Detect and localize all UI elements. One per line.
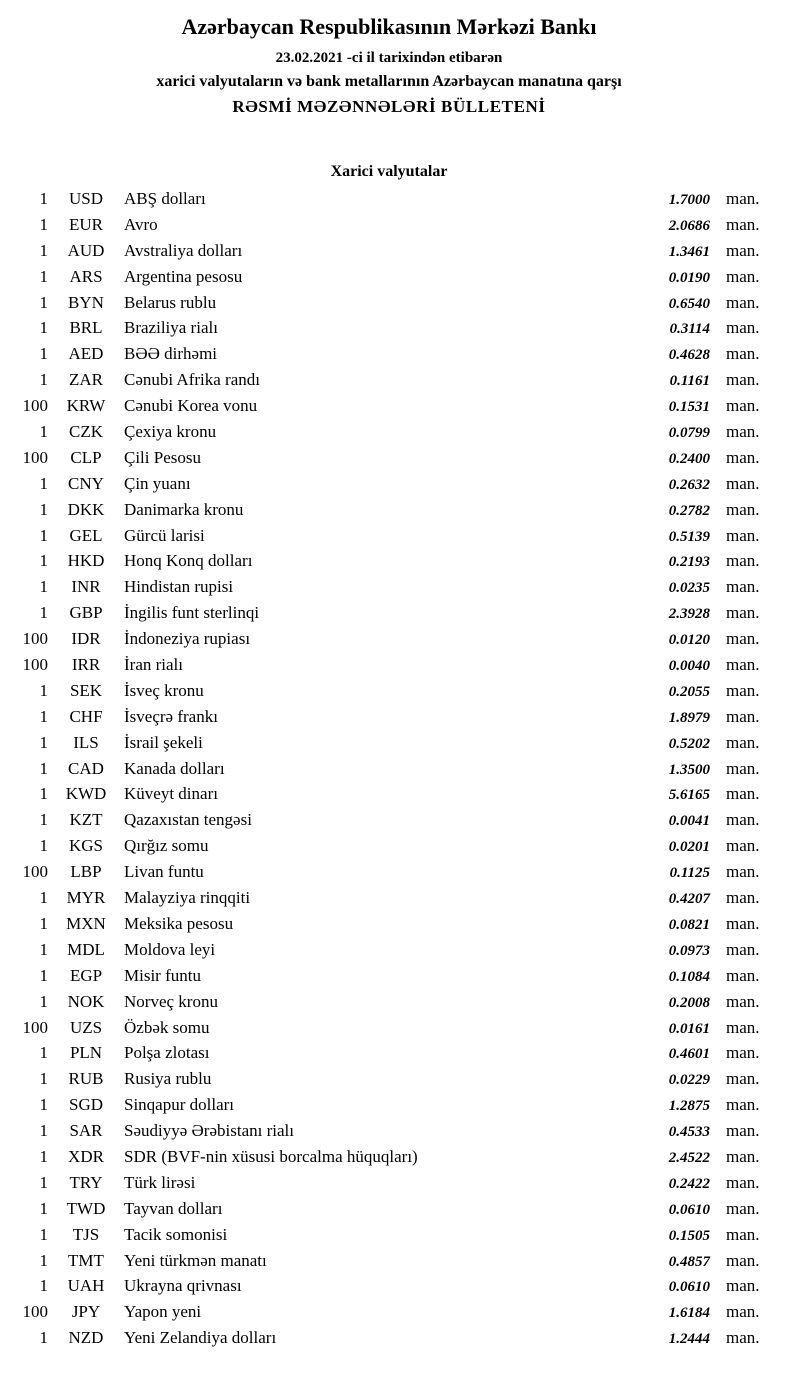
currency-code-cell: RUB <box>68 1069 104 1089</box>
currency-code-cell: ZAR <box>69 370 103 390</box>
table-row <box>8 759 770 785</box>
currency-name-cell: Argentina pesosu <box>124 266 243 286</box>
quantity-cell: 1 <box>39 1146 48 1166</box>
rate-cell: 0.0821 <box>668 916 710 933</box>
currency-code-cell: TRY <box>69 1172 103 1192</box>
unit-cell: man. <box>726 680 760 700</box>
table-row <box>8 448 770 474</box>
quantity-cell: 1 <box>39 370 48 390</box>
table-row <box>8 655 770 681</box>
unit-cell: man. <box>726 344 760 364</box>
unit-cell: man. <box>726 758 760 778</box>
table-row <box>8 344 770 370</box>
unit-cell: man. <box>726 525 760 545</box>
unit-cell: man. <box>726 473 760 493</box>
quantity-cell: 1 <box>39 189 48 208</box>
currency-code-cell: UAH <box>67 1276 105 1296</box>
currency-name-cell: Hindistan rupisi <box>124 577 234 597</box>
currency-name-cell: Livan funtu <box>124 862 204 882</box>
rate-cell: 0.1505 <box>668 1227 710 1244</box>
unit-cell: man. <box>726 1276 760 1296</box>
table-row <box>8 1199 770 1225</box>
currency-code-cell: AUD <box>67 240 105 260</box>
quantity-cell: 1 <box>39 318 48 338</box>
rate-cell: 0.2008 <box>668 994 710 1011</box>
unit-cell: man. <box>726 1069 760 1089</box>
unit-cell: man. <box>726 732 760 752</box>
quantity-cell: 1 <box>39 680 48 700</box>
currency-code-cell: MYR <box>66 888 106 908</box>
rate-cell: 0.0235 <box>668 580 710 597</box>
quantity-cell: 1 <box>39 266 48 286</box>
currency-code-cell: KZT <box>69 810 103 830</box>
currency-name-cell: ABŞ dolları <box>124 189 206 208</box>
table-row <box>8 215 770 241</box>
quantity-cell: 100 <box>22 862 48 882</box>
unit-cell: man. <box>726 836 760 856</box>
currency-code-cell: AED <box>68 344 104 364</box>
currency-name-cell: İsveç kronu <box>124 680 204 700</box>
table-row <box>8 526 770 552</box>
unit-cell: man. <box>726 1146 760 1166</box>
rate-cell: 0.0229 <box>668 1072 710 1089</box>
table-row <box>8 318 770 344</box>
currency-code-cell: DKK <box>67 499 105 519</box>
rate-cell: 0.2193 <box>668 554 710 571</box>
currency-code-cell: GEL <box>69 525 103 545</box>
currency-name-cell: Polşa zlotası <box>124 1043 210 1063</box>
table-row <box>8 992 770 1018</box>
unit-cell: man. <box>726 603 760 623</box>
rate-cell: 0.2632 <box>668 476 710 493</box>
unit-cell: man. <box>726 939 760 959</box>
table-row <box>8 474 770 500</box>
rate-cell: 0.2782 <box>668 502 710 519</box>
table-row <box>8 1225 770 1251</box>
unit-cell: man. <box>726 292 760 312</box>
bulletin-header <box>8 14 770 117</box>
currency-name-cell: Misir funtu <box>124 965 201 985</box>
rates-table <box>8 189 770 1354</box>
unit-cell: man. <box>726 965 760 985</box>
quantity-cell: 1 <box>39 473 48 493</box>
currency-code-cell: CHF <box>69 706 103 726</box>
currency-code-cell: UZS <box>69 1017 103 1037</box>
table-row <box>8 888 770 914</box>
unit-cell: man. <box>726 913 760 933</box>
currency-name-cell: Honq Konq dolları <box>124 551 253 571</box>
rate-cell: 0.4857 <box>668 1253 710 1270</box>
table-row <box>8 1173 770 1199</box>
quantity-cell: 1 <box>39 1121 48 1141</box>
currency-name-cell: İsveçrə frankı <box>124 706 218 726</box>
currency-name-cell: Avro <box>124 214 158 234</box>
currency-code-cell: TJS <box>72 1224 100 1244</box>
currency-name-cell: Kanada dolları <box>124 758 225 778</box>
unit-cell: man. <box>726 370 760 390</box>
unit-cell: man. <box>726 655 760 675</box>
currency-name-cell: Cənubi Afrika randı <box>124 370 260 390</box>
rate-cell: 0.0610 <box>668 1201 710 1218</box>
currency-name-cell: İsrail şekeli <box>124 732 203 752</box>
rate-cell: 0.1161 <box>669 373 710 390</box>
table-row <box>8 966 770 992</box>
table-row <box>8 1328 770 1354</box>
quantity-cell: 1 <box>39 784 48 804</box>
rate-cell: 0.0161 <box>668 1020 710 1037</box>
currency-name-cell: Yeni Zelandiya dolları <box>124 1328 277 1348</box>
quantity-cell: 1 <box>39 888 48 908</box>
quantity-cell: 1 <box>39 1198 48 1218</box>
unit-cell: man. <box>726 551 760 571</box>
unit-cell: man. <box>726 810 760 830</box>
rate-cell: 2.4522 <box>668 1149 710 1166</box>
table-row <box>8 370 770 396</box>
currency-name-cell: İndoneziya rupiası <box>124 629 251 649</box>
rate-cell: 0.0190 <box>668 269 710 286</box>
quantity-cell: 1 <box>39 939 48 959</box>
currency-name-cell: Sinqapur dolları <box>124 1095 235 1115</box>
currency-code-cell: IDR <box>71 629 101 649</box>
table-row <box>8 914 770 940</box>
quantity-cell: 1 <box>39 577 48 597</box>
section-title-foreign-currencies: Xarici valyutalar <box>330 163 448 180</box>
currency-code-cell: MXN <box>66 913 106 933</box>
quantity-cell: 100 <box>22 1017 48 1037</box>
currency-code-cell: EUR <box>69 214 103 234</box>
quantity-cell: 1 <box>39 1276 48 1296</box>
quantity-cell: 1 <box>39 603 48 623</box>
table-row <box>8 500 770 526</box>
table-row <box>8 241 770 267</box>
currency-name-cell: Səudiyyə Ərəbistanı rialı <box>124 1121 294 1141</box>
rate-cell: 0.0041 <box>668 813 710 830</box>
table-row <box>8 551 770 577</box>
rate-cell: 0.2400 <box>668 450 710 467</box>
quantity-cell: 1 <box>39 965 48 985</box>
unit-cell: man. <box>726 1172 760 1192</box>
quantity-cell: 1 <box>39 525 48 545</box>
currency-name-cell: Meksika pesosu <box>124 913 234 933</box>
rate-cell: 1.3500 <box>668 761 710 778</box>
currency-code-cell: LBP <box>70 862 102 882</box>
currency-name-cell: Belarus rublu <box>124 292 217 312</box>
currency-name-cell: Tayvan dolları <box>124 1198 223 1218</box>
table-row <box>8 1043 770 1069</box>
rate-cell: 0.4601 <box>668 1046 710 1063</box>
quantity-cell: 1 <box>39 551 48 571</box>
currency-code-cell: CNY <box>68 473 104 493</box>
quantity-cell: 1 <box>39 1328 48 1348</box>
table-row <box>8 267 770 293</box>
currency-name-cell: Avstraliya dolları <box>124 240 243 260</box>
quantity-cell: 1 <box>39 292 48 312</box>
quantity-cell: 100 <box>22 629 48 649</box>
bank-name-title: Azərbaycan Respublikasının Mərkəzi Bankı <box>181 14 597 39</box>
currency-name-cell: Cənubi Korea vonu <box>124 396 258 416</box>
currency-code-cell: PLN <box>69 1043 103 1063</box>
currency-name-cell: Türk lirəsi <box>124 1172 196 1192</box>
currency-code-cell: XDR <box>68 1146 104 1166</box>
rate-cell: 0.4533 <box>668 1124 710 1141</box>
rate-cell: 0.0201 <box>668 839 710 856</box>
quantity-cell: 1 <box>39 1224 48 1244</box>
unit-cell: man. <box>726 1017 760 1037</box>
currency-name-cell: SDR (BVF-nin xüsusi borcalma hüquqları) <box>124 1146 418 1166</box>
table-row <box>8 629 770 655</box>
quantity-cell: 1 <box>39 240 48 260</box>
unit-cell: man. <box>726 189 760 208</box>
currency-code-cell: CLP <box>70 447 102 467</box>
rate-cell: 0.2422 <box>668 1175 710 1192</box>
currency-code-cell: CZK <box>69 422 103 442</box>
currency-name-cell: Özbək somu <box>124 1017 210 1037</box>
currency-code-cell: KGS <box>68 836 103 856</box>
table-row <box>8 681 770 707</box>
table-row <box>8 1095 770 1121</box>
currency-code-cell: KWD <box>65 784 107 804</box>
quantity-cell: 100 <box>22 655 48 675</box>
rate-cell: 0.4628 <box>668 347 710 364</box>
currency-name-cell: Qırğız somu <box>124 836 209 856</box>
currency-name-cell: Norveç kronu <box>124 991 218 1011</box>
table-row <box>8 396 770 422</box>
rate-cell: 0.0120 <box>668 632 710 649</box>
currency-name-cell: Çexiya kronu <box>124 422 217 442</box>
unit-cell: man. <box>726 1250 760 1270</box>
currency-name-cell: Qazaxıstan tengəsi <box>124 810 252 830</box>
table-row <box>8 1069 770 1095</box>
unit-cell: man. <box>726 991 760 1011</box>
currency-code-cell: SAR <box>69 1121 103 1141</box>
quantity-cell: 1 <box>39 913 48 933</box>
currency-name-cell: Malayziya rinqqiti <box>124 888 251 908</box>
quantity-cell: 1 <box>39 706 48 726</box>
bulletin-subject: xarici valyutaların və bank metallarının Azərbaycan manatına qarşı <box>156 73 622 90</box>
currency-name-cell: İngilis funt sterlinqi <box>124 603 260 623</box>
rate-cell: 0.1084 <box>668 968 710 985</box>
currency-name-cell: İran rialı <box>124 655 183 675</box>
quantity-cell: 1 <box>39 991 48 1011</box>
rate-cell: 0.4207 <box>668 891 710 908</box>
table-row <box>8 733 770 759</box>
currency-code-cell: ARS <box>69 266 103 286</box>
currency-name-cell: Gürcü larisi <box>124 525 205 545</box>
rate-cell: 1.2875 <box>668 1098 710 1115</box>
bulletin-title: RƏSMİ MƏZƏNNƏLƏRİ BÜLLETENİ <box>232 97 546 116</box>
table-row <box>8 1147 770 1173</box>
currency-code-cell: SEK <box>69 680 103 700</box>
table-row <box>8 422 770 448</box>
currency-code-cell: NOK <box>67 991 105 1011</box>
table-row <box>8 784 770 810</box>
currency-code-cell: CAD <box>68 758 104 778</box>
rate-cell: 0.0040 <box>668 658 710 675</box>
currency-code-cell: TMT <box>68 1250 104 1270</box>
table-row <box>8 293 770 319</box>
quantity-cell: 1 <box>39 1069 48 1089</box>
table-row <box>8 1276 770 1302</box>
currency-name-cell: Ukrayna qrivnası <box>124 1276 242 1296</box>
unit-cell: man. <box>726 1121 760 1141</box>
rate-cell: 0.0610 <box>668 1279 710 1296</box>
currency-name-cell: Moldova leyi <box>124 939 216 959</box>
rate-cell: 0.0973 <box>668 942 710 959</box>
table-row <box>8 836 770 862</box>
table-row <box>8 862 770 888</box>
unit-cell: man. <box>726 266 760 286</box>
quantity-cell: 1 <box>39 1172 48 1192</box>
rate-cell: 0.6540 <box>668 295 710 312</box>
table-row <box>8 603 770 629</box>
currency-code-cell: INR <box>71 577 101 597</box>
unit-cell: man. <box>726 1302 760 1322</box>
table-row <box>8 189 770 215</box>
rate-cell: 1.6184 <box>668 1305 710 1322</box>
currency-code-cell: KRW <box>66 396 106 416</box>
quantity-cell: 1 <box>39 344 48 364</box>
unit-cell: man. <box>726 862 760 882</box>
quantity-cell: 1 <box>39 732 48 752</box>
unit-cell: man. <box>726 396 760 416</box>
unit-cell: man. <box>726 422 760 442</box>
rate-cell: 2.3928 <box>668 606 710 623</box>
quantity-cell: 100 <box>22 447 48 467</box>
unit-cell: man. <box>726 499 760 519</box>
rate-cell: 5.6165 <box>668 787 710 804</box>
currency-name-cell: Braziliya rialı <box>124 318 218 338</box>
rate-cell: 1.2444 <box>668 1331 710 1348</box>
quantity-cell: 1 <box>39 836 48 856</box>
table-row <box>8 577 770 603</box>
rate-cell: 1.8979 <box>668 709 710 726</box>
currency-code-cell: USD <box>68 189 103 208</box>
currency-code-cell: HKD <box>67 551 105 571</box>
quantity-cell: 1 <box>39 1250 48 1270</box>
currency-code-cell: ILS <box>73 732 99 752</box>
quantity-cell: 1 <box>39 1043 48 1063</box>
rate-cell: 0.2055 <box>668 683 710 700</box>
currency-code-cell: BRL <box>69 318 103 338</box>
rate-cell: 2.0686 <box>668 217 710 234</box>
currency-name-cell: Danimarka kronu <box>124 499 244 519</box>
unit-cell: man. <box>726 1224 760 1244</box>
currency-code-cell: GBP <box>69 603 103 623</box>
rate-cell: 0.5139 <box>668 528 710 545</box>
table-row <box>8 707 770 733</box>
table-row <box>8 1302 770 1328</box>
currency-code-cell: IRR <box>71 655 101 675</box>
unit-cell: man. <box>726 214 760 234</box>
unit-cell: man. <box>726 784 760 804</box>
currency-name-cell: Yeni türkmən manatı <box>124 1250 267 1270</box>
rate-cell: 0.5202 <box>668 735 710 752</box>
unit-cell: man. <box>726 1043 760 1063</box>
unit-cell: man. <box>726 1198 760 1218</box>
unit-cell: man. <box>726 577 760 597</box>
unit-cell: man. <box>726 706 760 726</box>
table-row <box>8 940 770 966</box>
table-row <box>8 1018 770 1044</box>
rate-cell: 1.3461 <box>668 243 710 260</box>
unit-cell: man. <box>726 447 760 467</box>
currency-code-cell: JPY <box>71 1302 101 1322</box>
quantity-cell: 1 <box>39 499 48 519</box>
currency-code-cell: MDL <box>67 939 105 959</box>
unit-cell: man. <box>726 318 760 338</box>
rate-cell: 1.7000 <box>668 192 710 208</box>
quantity-cell: 100 <box>22 1302 48 1322</box>
currency-code-cell: SGD <box>68 1095 103 1115</box>
currency-name-cell: Yapon yeni <box>124 1302 202 1322</box>
unit-cell: man. <box>726 1328 760 1348</box>
currency-name-cell: Rusiya rublu <box>124 1069 212 1089</box>
quantity-cell: 100 <box>22 396 48 416</box>
unit-cell: man. <box>726 1095 760 1115</box>
currency-name-cell: Tacik somonisi <box>124 1224 228 1244</box>
unit-cell: man. <box>726 240 760 260</box>
currency-code-cell: TWD <box>66 1198 106 1218</box>
rate-cell: 0.1531 <box>668 399 710 416</box>
currency-code-cell: BYN <box>68 292 104 312</box>
quantity-cell: 1 <box>39 810 48 830</box>
currency-code-cell: NZD <box>68 1328 104 1348</box>
currency-name-cell: Küveyt dinarı <box>124 784 218 804</box>
table-row <box>8 810 770 836</box>
rate-cell: 0.0799 <box>668 425 710 442</box>
currency-code-cell: EGP <box>69 965 103 985</box>
quantity-cell: 1 <box>39 758 48 778</box>
bulletin-date: 23.02.2021 -ci il tarixindən etibarən <box>275 50 503 66</box>
currency-name-cell: Çin yuanı <box>124 473 191 493</box>
quantity-cell: 1 <box>39 422 48 442</box>
unit-cell: man. <box>726 888 760 908</box>
unit-cell: man. <box>726 629 760 649</box>
table-row <box>8 1121 770 1147</box>
rate-cell: 0.3114 <box>669 321 710 338</box>
currency-name-cell: Çili Pesosu <box>124 447 201 467</box>
currency-name-cell: BƏƏ dirhəmi <box>124 344 218 364</box>
table-row <box>8 1251 770 1277</box>
rate-cell: 0.1125 <box>669 865 710 882</box>
quantity-cell: 1 <box>39 1095 48 1115</box>
quantity-cell: 1 <box>39 214 48 234</box>
